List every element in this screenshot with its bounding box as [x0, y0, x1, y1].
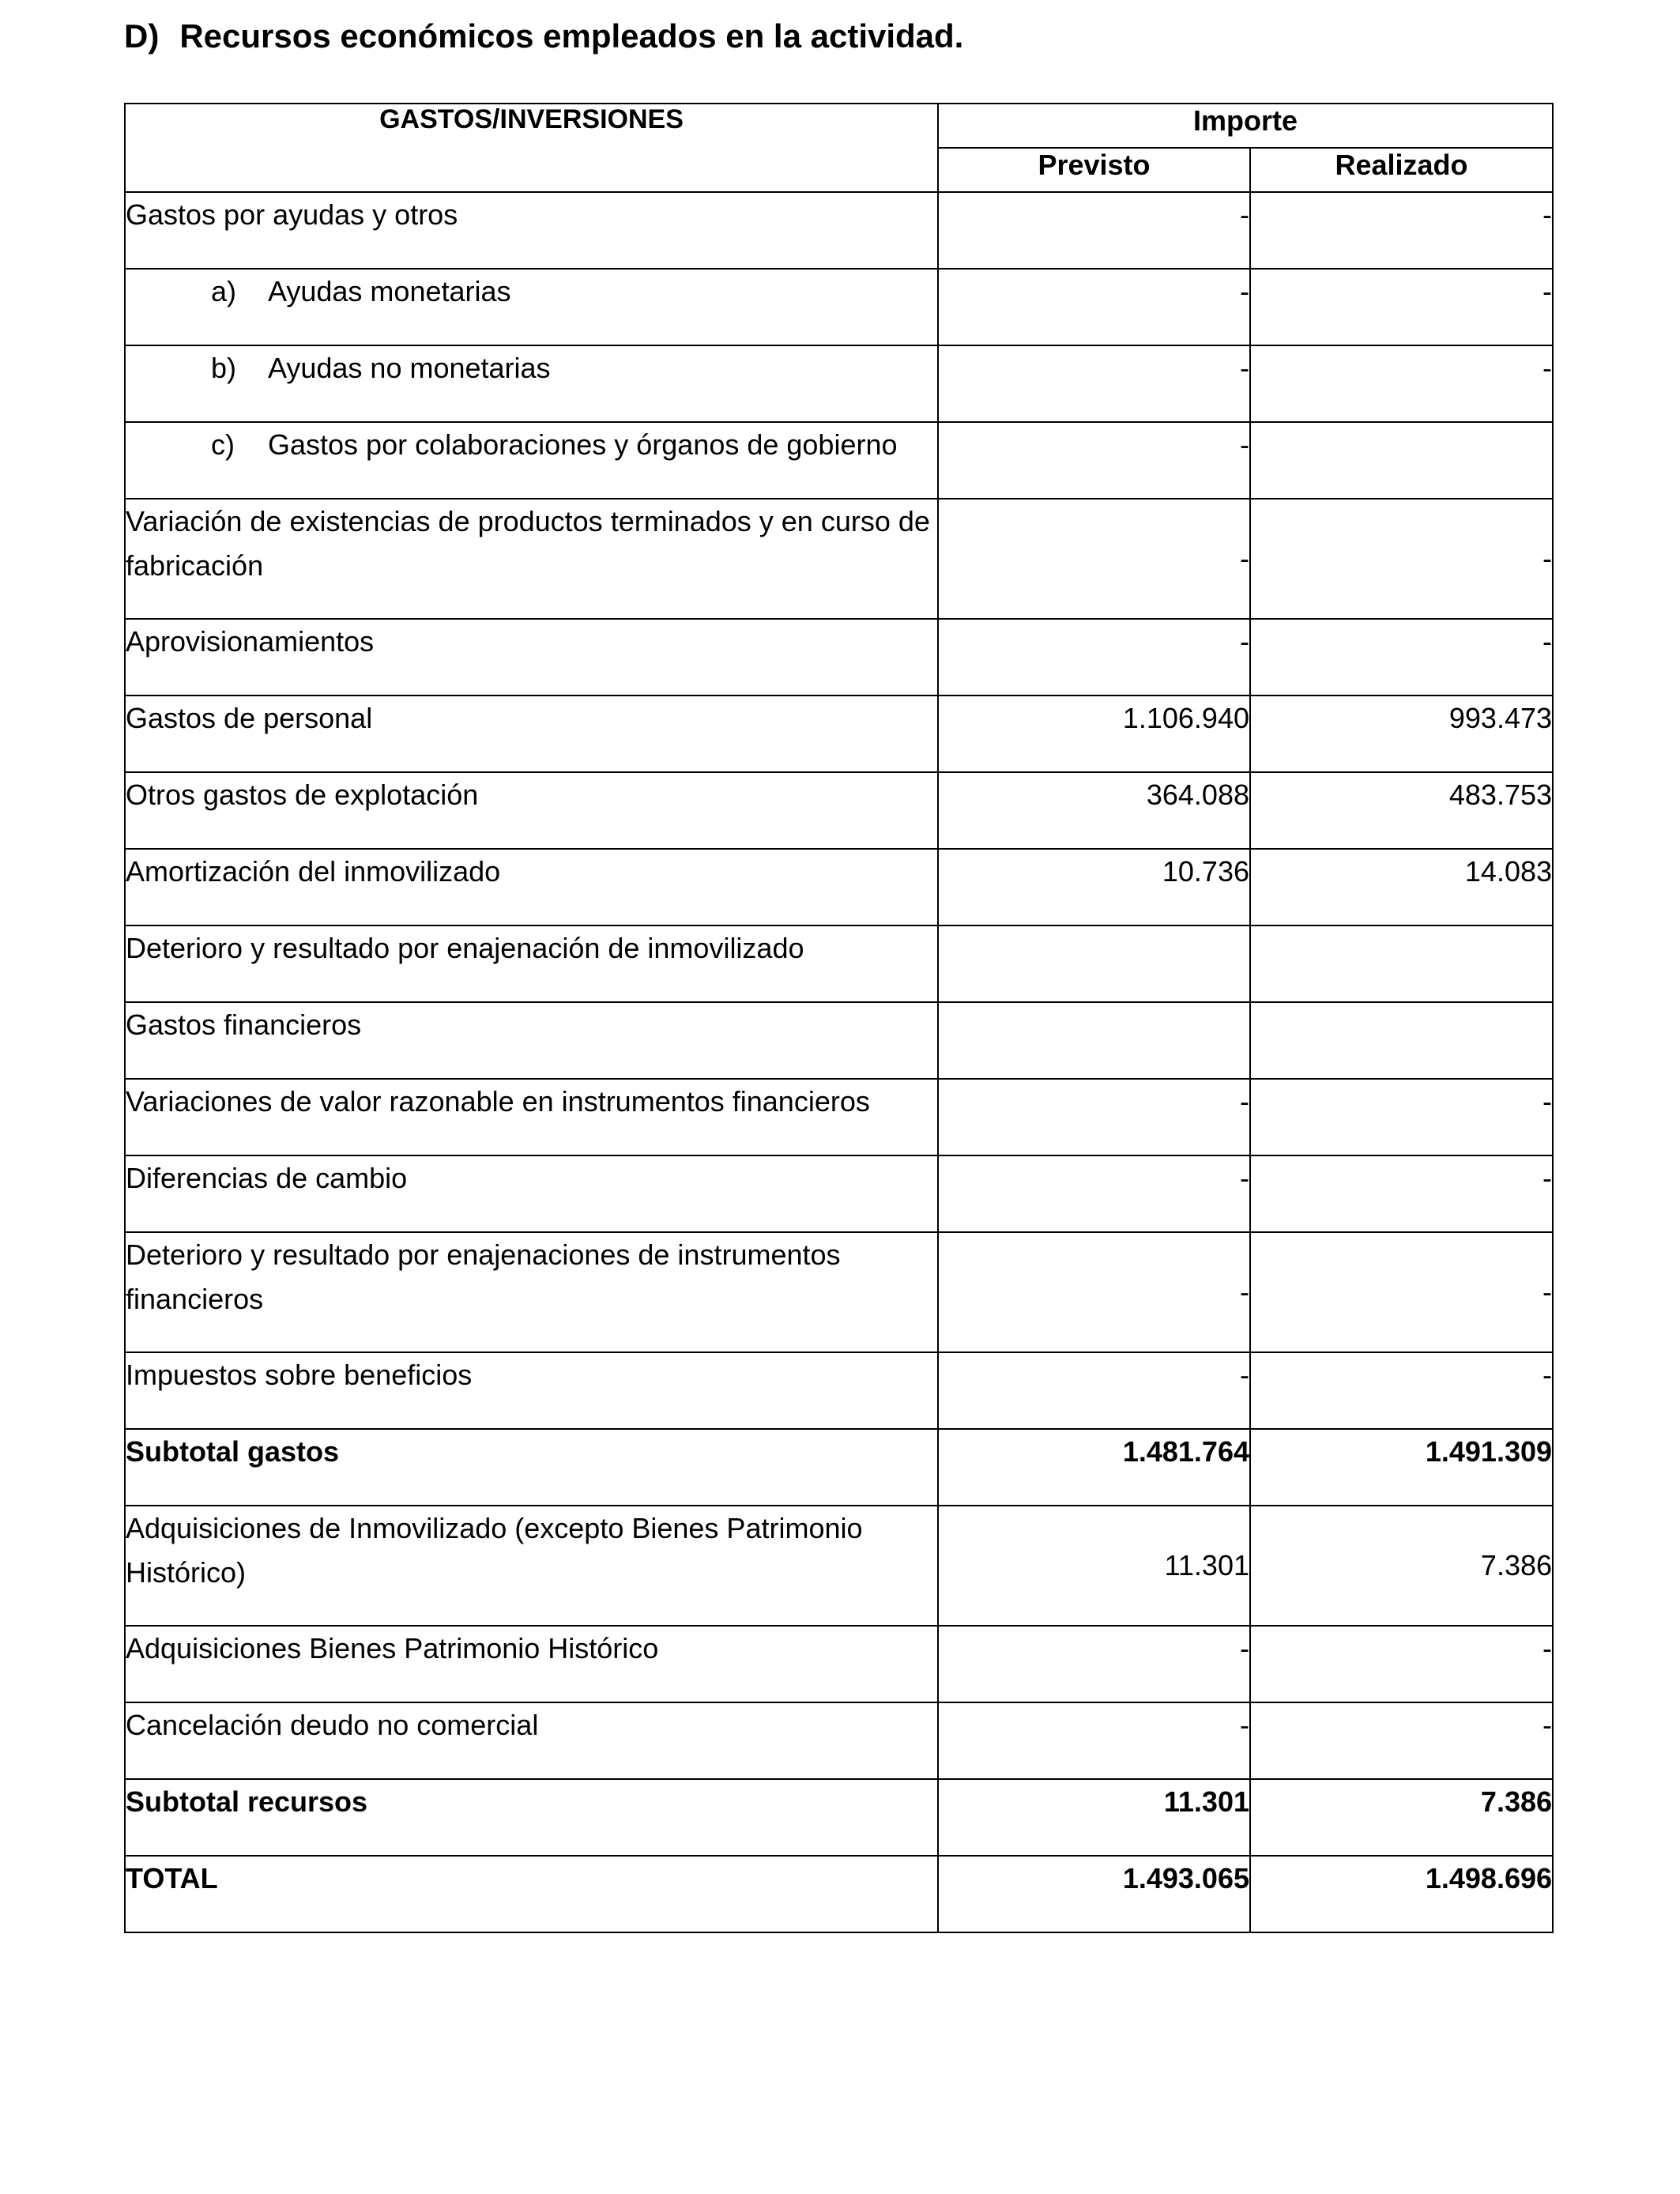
row-previsto: -: [938, 499, 1250, 619]
row-previsto: -: [938, 1079, 1250, 1155]
row-realizado: 483.753: [1250, 772, 1553, 849]
row-concept: Variaciones de valor razonable en instrumentos financieros: [125, 1079, 938, 1155]
row-concept: Deterioro y resultado por enajenación de inmovilizado: [125, 925, 938, 1002]
row-previsto: -: [938, 1702, 1250, 1779]
row-previsto: 11.301: [938, 1779, 1250, 1856]
table-row: [125, 925, 1553, 1002]
row-realizado: [1250, 1002, 1553, 1079]
row-enum: a): [211, 275, 237, 307]
table-row: [125, 619, 1553, 696]
row-enum: c): [211, 428, 235, 461]
row-realizado: -: [1250, 1155, 1553, 1232]
row-previsto: 11.301: [938, 1506, 1250, 1626]
row-realizado: -: [1250, 269, 1553, 345]
row-realizado: -: [1250, 499, 1553, 619]
header-importe: Importe: [938, 104, 1553, 148]
row-concept: Amortización del inmovilizado: [125, 849, 938, 925]
row-concept: Ayudas monetarias: [268, 275, 511, 307]
row-previsto: 10.736: [938, 849, 1250, 925]
table-row: [125, 1702, 1553, 1779]
row-previsto: -: [938, 1626, 1250, 1702]
total-row: [125, 1856, 1553, 1932]
row-concept: Subtotal recursos: [125, 1779, 938, 1856]
table-row: [125, 1155, 1553, 1232]
row-previsto: -: [938, 1232, 1250, 1352]
table-row: [125, 269, 1553, 345]
table-row: [125, 849, 1553, 925]
row-realizado: 1.498.696: [1250, 1856, 1553, 1932]
row-concept-cell: [125, 422, 938, 499]
row-previsto: [938, 1002, 1250, 1079]
row-realizado: -: [1250, 1079, 1553, 1155]
row-realizado: -: [1250, 1626, 1553, 1702]
row-concept: Ayudas no monetarias: [268, 352, 551, 384]
row-realizado: -: [1250, 1232, 1553, 1352]
row-enum: b): [211, 352, 237, 384]
row-concept-cell: [125, 345, 938, 422]
row-previsto: -: [938, 422, 1250, 499]
subtotal-gastos-row: [125, 1429, 1553, 1506]
row-concept: Variación de existencias de productos terminados y en curso de fabricación: [125, 499, 938, 619]
row-concept: Gastos financieros: [125, 1002, 938, 1079]
resources-table: [124, 103, 1554, 1933]
header-previsto: Previsto: [938, 148, 1250, 192]
row-realizado: -: [1250, 345, 1553, 422]
row-concept: Gastos de personal: [125, 696, 938, 772]
row-previsto: 1.481.764: [938, 1429, 1250, 1506]
row-concept: Adquisiciones de Inmovilizado (excepto Bienes Patrimonio Histórico): [125, 1506, 938, 1626]
row-realizado: 7.386: [1250, 1506, 1553, 1626]
row-realizado: -: [1250, 1352, 1553, 1429]
row-concept: Cancelación deudo no comercial: [125, 1702, 938, 1779]
table-row: [125, 192, 1553, 269]
table-row: [125, 1352, 1553, 1429]
section-heading: [124, 17, 963, 55]
header-realizado: Realizado: [1250, 148, 1553, 192]
row-concept: Adquisiciones Bienes Patrimonio Histórico: [125, 1626, 938, 1702]
row-previsto: -: [938, 1155, 1250, 1232]
row-previsto: -: [938, 619, 1250, 696]
row-previsto: -: [938, 1352, 1250, 1429]
table-row: [125, 1232, 1553, 1352]
row-realizado: 7.386: [1250, 1779, 1553, 1856]
row-previsto: [938, 925, 1250, 1002]
row-concept: Aprovisionamientos: [125, 619, 938, 696]
section-title: Recursos económicos empleados en la actividad.: [179, 17, 964, 55]
row-previsto: -: [938, 192, 1250, 269]
row-realizado: [1250, 925, 1553, 1002]
row-concept: Diferencias de cambio: [125, 1155, 938, 1232]
row-concept: Otros gastos de explotación: [125, 772, 938, 849]
subtotal-recursos-row: [125, 1779, 1553, 1856]
table-row: [125, 422, 1553, 499]
table-row: [125, 499, 1553, 619]
table-row: [125, 1002, 1553, 1079]
row-previsto: 364.088: [938, 772, 1250, 849]
row-concept: TOTAL: [125, 1856, 938, 1932]
table-row: [125, 696, 1553, 772]
row-concept: Gastos por ayudas y otros: [125, 192, 938, 269]
row-realizado: [1250, 422, 1553, 499]
row-realizado: 993.473: [1250, 696, 1553, 772]
table-row: [125, 772, 1553, 849]
section-label: D): [124, 17, 160, 55]
row-concept: Impuestos sobre beneficios: [125, 1352, 938, 1429]
row-realizado: 14.083: [1250, 849, 1553, 925]
table-row: [125, 345, 1553, 422]
table-row: [125, 1079, 1553, 1155]
row-previsto: -: [938, 345, 1250, 422]
row-concept: Subtotal gastos: [125, 1429, 938, 1506]
row-previsto: 1.106.940: [938, 696, 1250, 772]
row-concept: Deterioro y resultado por enajenaciones de instrumentos financieros: [125, 1232, 938, 1352]
row-realizado: -: [1250, 1702, 1553, 1779]
row-previsto: -: [938, 269, 1250, 345]
row-realizado: -: [1250, 619, 1553, 696]
table-row: [125, 1626, 1553, 1702]
row-previsto: 1.493.065: [938, 1856, 1250, 1932]
table-row: [125, 1506, 1553, 1626]
row-concept: Gastos por colaboraciones y órganos de gobierno: [268, 428, 898, 461]
row-concept-cell: [125, 269, 938, 345]
row-realizado: -: [1250, 192, 1553, 269]
header-concept: GASTOS/INVERSIONES: [125, 104, 938, 192]
row-realizado: 1.491.309: [1250, 1429, 1553, 1506]
